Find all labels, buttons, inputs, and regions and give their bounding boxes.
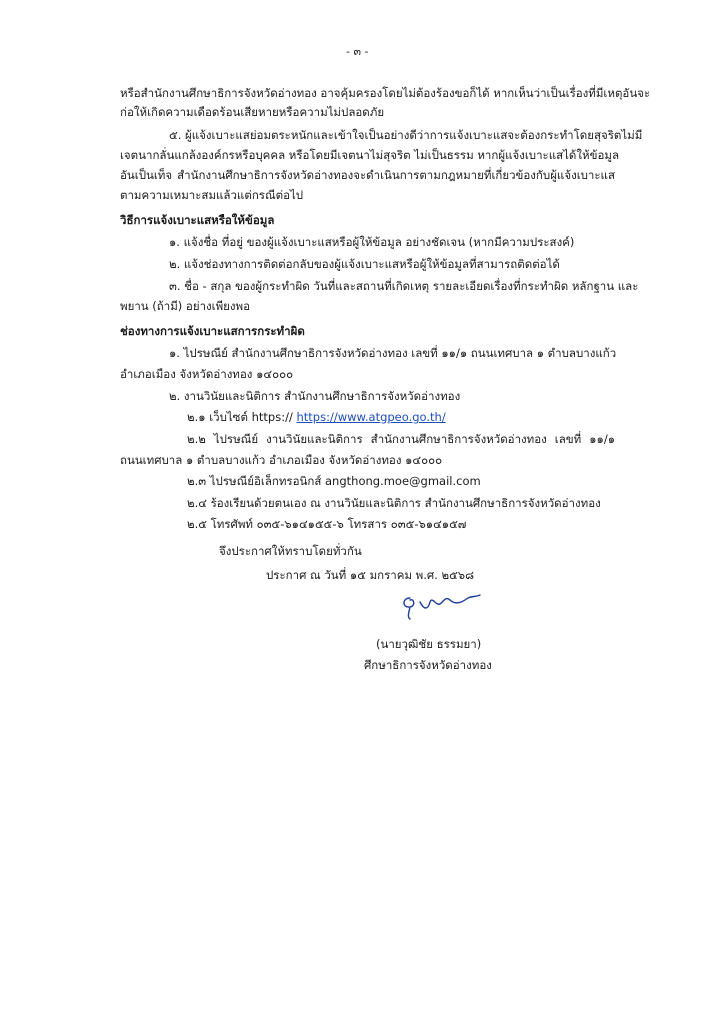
channel-item-2: ๒. งานวินัยและนิติการ สำนักงานศึกษาธิการจังหวัดอ่างทอง: [169, 389, 461, 403]
channel-sub-4: ๒.๔ ร้องเรียนด้วยตนเอง ณ งานวินัยและนิติการ สำนักงานศึกษาธิการจังหวัดอ่างทอง: [187, 496, 601, 510]
method-item-1: ๑. แจ้งชื่อ ที่อยู่ ของผู้แจ้งเบาะแสหรือผู้ให้ข้อมูล อย่างชัดเจน (หากมีความประสงค์): [169, 235, 575, 249]
method-item-2: ๒. แจ้งช่องทางการติดต่อกลับของผู้แจ้งเบาะแสหรือผู้ให้ข้อมูลที่สามารถติดต่อได้: [169, 257, 560, 271]
signer-name: (นายวุฒิชัย ธรรมยา): [376, 637, 482, 651]
channel-sub-2-line-1: ๒.๒ ไปรษณีย์ งานวินัยและนิติการ สำนักงานศึกษาธิการจังหวัดอ่างทอง เลขที่ ๑๑/๑: [187, 432, 615, 446]
intro-line-2: ก่อให้เกิดความเดือดร้อนเสียหายหรือความไม่ปลอดภัย: [120, 105, 385, 119]
signer-title: ศึกษาธิการจังหวัดอ่างทอง: [364, 658, 492, 672]
item5-line-4: ตามความเหมาะสมแล้วแต่กรณีต่อไป: [120, 188, 304, 202]
channel-item-1-line-1: ๑. ไปรษณีย์ สำนักงานศึกษาธิการจังหวัดอ่างทอง เลขที่ ๑๑/๑ ถนนเทศบาล ๑ ตำบลบางแก้ว: [169, 346, 617, 360]
announcement-date: ประกาศ ณ วันที่ ๑๕ มกราคม พ.ศ. ๒๕๖๘: [266, 568, 474, 582]
channel-sub-5: ๒.๕ โทรศัพท์ ๐๓๕-๖๑๔๑๕๕-๖ โทรสาร ๐๓๕-๖๑๔๑๕๗: [187, 517, 467, 531]
intro-line-1: หรือสำนักงานศึกษาธิการจังหวัดอ่างทอง อาจคุ้มครองโดยไม่ต้องร้องขอก็ได้ หากเห็นว่าเป็นเรื่องที่มีเหตุอันจะ: [120, 86, 651, 100]
channel-sub-2-line-2: ถนนเทศบาล ๑ ตำบลบางแก้ว อำเภอเมือง จังหวัดอ่างทอง ๑๔๐๐๐: [120, 453, 443, 467]
item5-line-2: เจตนากลั่นแกล้งองค์กรหรือบุคคล หรือโดยมีเจตนาไม่สุจริต ไม่เป็นธรรม หากผู้แจ้งเบาะแสได้ให้ข้อมูล: [120, 148, 619, 162]
channel-sub-1: [187, 409, 446, 425]
method-heading: วิธีการแจ้งเบาะแสหรือให้ข้อมูล: [120, 213, 275, 227]
announcement: จึงประกาศให้ทราบโดยทั่วกัน: [219, 544, 362, 558]
channel-item-1-line-2: อำเภอเมือง จังหวัดอ่างทอง ๑๔๐๐๐: [120, 367, 294, 381]
item5-line-1: ๕. ผู้แจ้งเบาะแสย่อมตระหนักและเข้าใจเป็นอย่างดีว่าการแจ้งเบาะแสจะต้องกระทำโดยสุจริตไม่มี: [169, 128, 643, 142]
channels-heading: ช่องทางการแจ้งเบาะแสการกระทำผิด: [120, 324, 305, 338]
channel-sub-3: ๒.๓ ไปรษณีย์อิเล็กทรอนิกส์ angthong.moe@gmail.com: [187, 474, 481, 488]
page-number: - ๓ -: [346, 45, 369, 58]
website-link[interactable]: https://www.atgpeo.go.th/: [296, 410, 446, 424]
method-item-3-line-1: ๓. ชื่อ - สกุล ของผู้กระทำผิด วันที่และสถานที่เกิดเหตุ รายละเอียดเรื่องที่กระทำผิด หลักฐาน และ: [169, 279, 639, 293]
channel-sub-1-label: ๒.๑ เว็บไซต์ https://: [187, 410, 297, 424]
item5-line-3: อันเป็นเท็จ สำนักงานศึกษาธิการจังหวัดอ่างทองจะดำเนินการตามกฎหมายที่เกี่ยวข้องกับผู้แจ้งเบาะแส: [120, 168, 615, 182]
method-item-3-line-2: พยาน (ถ้ามี) อย่างเพียงพอ: [120, 299, 250, 313]
signature-image: [398, 588, 488, 622]
signature-stroke: [404, 595, 480, 619]
